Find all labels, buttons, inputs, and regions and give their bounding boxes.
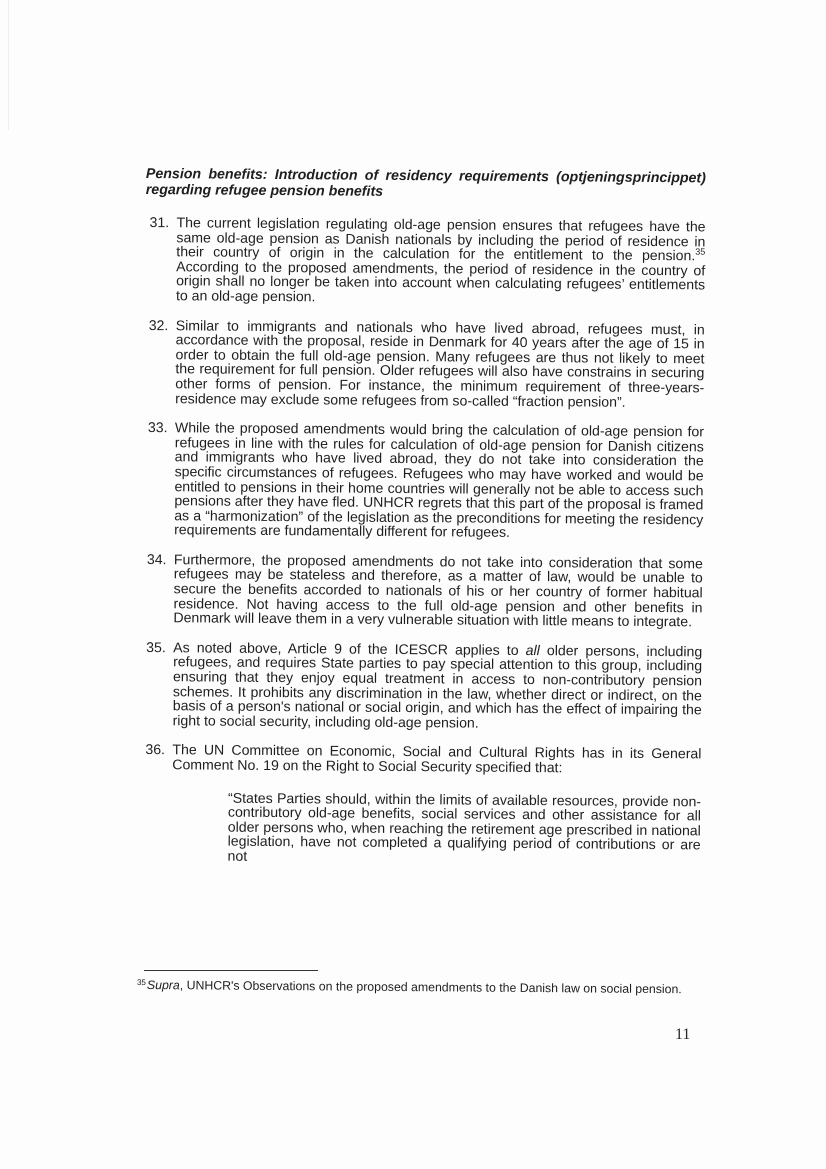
paragraph-text: While the proposed amendments would bring the calculation of old-age pension for refugees in line with the rules for calculation of old-age pension for Danish citizens and immigrants who have lived abroad, they do not take into consideration the specific circumstances of refugees. Refugees who may have worked and would be entitled to pensions in their home countries will generally not be able to access such pensions after they have fled. UNHCR regrets that this part of the proposal is framed as a “harmonization” of the legislation as the preconditions for meeting the residency requirements are fundamentally different for refugees. <box>174 419 704 541</box>
footnote-reference[interactable]: 35 <box>695 246 706 257</box>
section-heading: Pension benefits: Introduction of residency requirements (optjeningsprincippet) regarding refugee pension benefits <box>145 166 706 200</box>
footnote-divider <box>144 970 318 971</box>
paragraph-text: older persons, including refugees, and requires State parties to pay special attention to this group, including ensuring that they enjoy equal treatment in access to non-contributory pension schemes. It prohibits any discrimination in the law, whether direct or indirect, on the basis of a person's national or social origin, and which has the effect of impairing the right to social security, including old-age pension. <box>172 641 703 731</box>
footnote-body: , UNHCR's Observations on the proposed amendments to the Danish law on social pension. <box>179 978 682 997</box>
paragraph-text: The current legislation regulating old-age pension ensures that refugees have the same old-age pension as Danish nationals by including the period of residence in their country of origin in the calculation for the entitlement to the pension. <box>176 214 706 264</box>
paragraph-text: According to the proposed amendments, the period of residence in the country of origin shall no longer be taken into account when calculating refugees’ entitlements to an old-age pension. <box>175 258 706 305</box>
paragraph-34 <box>142 552 703 629</box>
paragraph-35 <box>142 640 703 732</box>
scan-edge-line <box>8 0 9 130</box>
paragraph-number: 31. <box>149 214 170 231</box>
paragraph-number: 33. <box>147 419 168 436</box>
paragraph-33 <box>143 420 704 541</box>
paragraph-31 <box>145 215 706 307</box>
page-number: 11 <box>675 1026 691 1043</box>
emphasis-text: all <box>525 641 540 658</box>
paragraph-number: 34. <box>146 550 167 568</box>
paragraph-number: 32. <box>148 316 169 333</box>
block-quote: “States Parties should, within the limits of available resources, provide non-contributory old-age benefits, social services and other assistance for all older persons who, when reaching the retirement age prescribed in national legislation, have not completed a qualifying period of contributions or are not <box>227 789 702 864</box>
footnote-text <box>147 978 687 996</box>
paragraph-text: Similar to immigrants and nationals who have lived abroad, refugees must, in accordance with the proposal, reside in Denmark for 40 years after the age of 15 in order to obtain the full old-age pension. Many refugees are thus not likely to meet the requirement for full pension. Older refugees will also have constrains in securing other forms of pension. For instance, the minimum requirement of three-years-residence may exclude some refugees from so-called “fraction pension”. <box>175 316 705 410</box>
paragraph-text: The UN Committee on Economic, Social and Cultural Rights has in its General Comment No. 19 on the Right to Social Security specified that: <box>172 741 702 776</box>
footnote-mark: 35 <box>136 977 146 987</box>
paragraph-36 <box>141 742 702 867</box>
paragraph-text: As noted above, Article 9 of the ICESCR applies to <box>173 639 526 658</box>
footnote <box>136 977 687 997</box>
paragraph-32 <box>144 318 705 410</box>
paragraph-number: 35. <box>146 638 166 656</box>
paragraph-number: 36. <box>145 741 166 758</box>
paragraph-text: Furthermore, the proposed amendments do not take into consideration that some refugees may be stateless and therefore, as a matter of law, would be unable to secure the benefits accorded to nationals of his or her country of former habitual residence. Not having access to the full old-age pension and other benefits in Denmark will leave them in a very vulnerable situation with little means to integrate. <box>173 551 703 630</box>
footnote-emphasis: Supra <box>146 978 180 993</box>
document-body <box>140 166 706 882</box>
